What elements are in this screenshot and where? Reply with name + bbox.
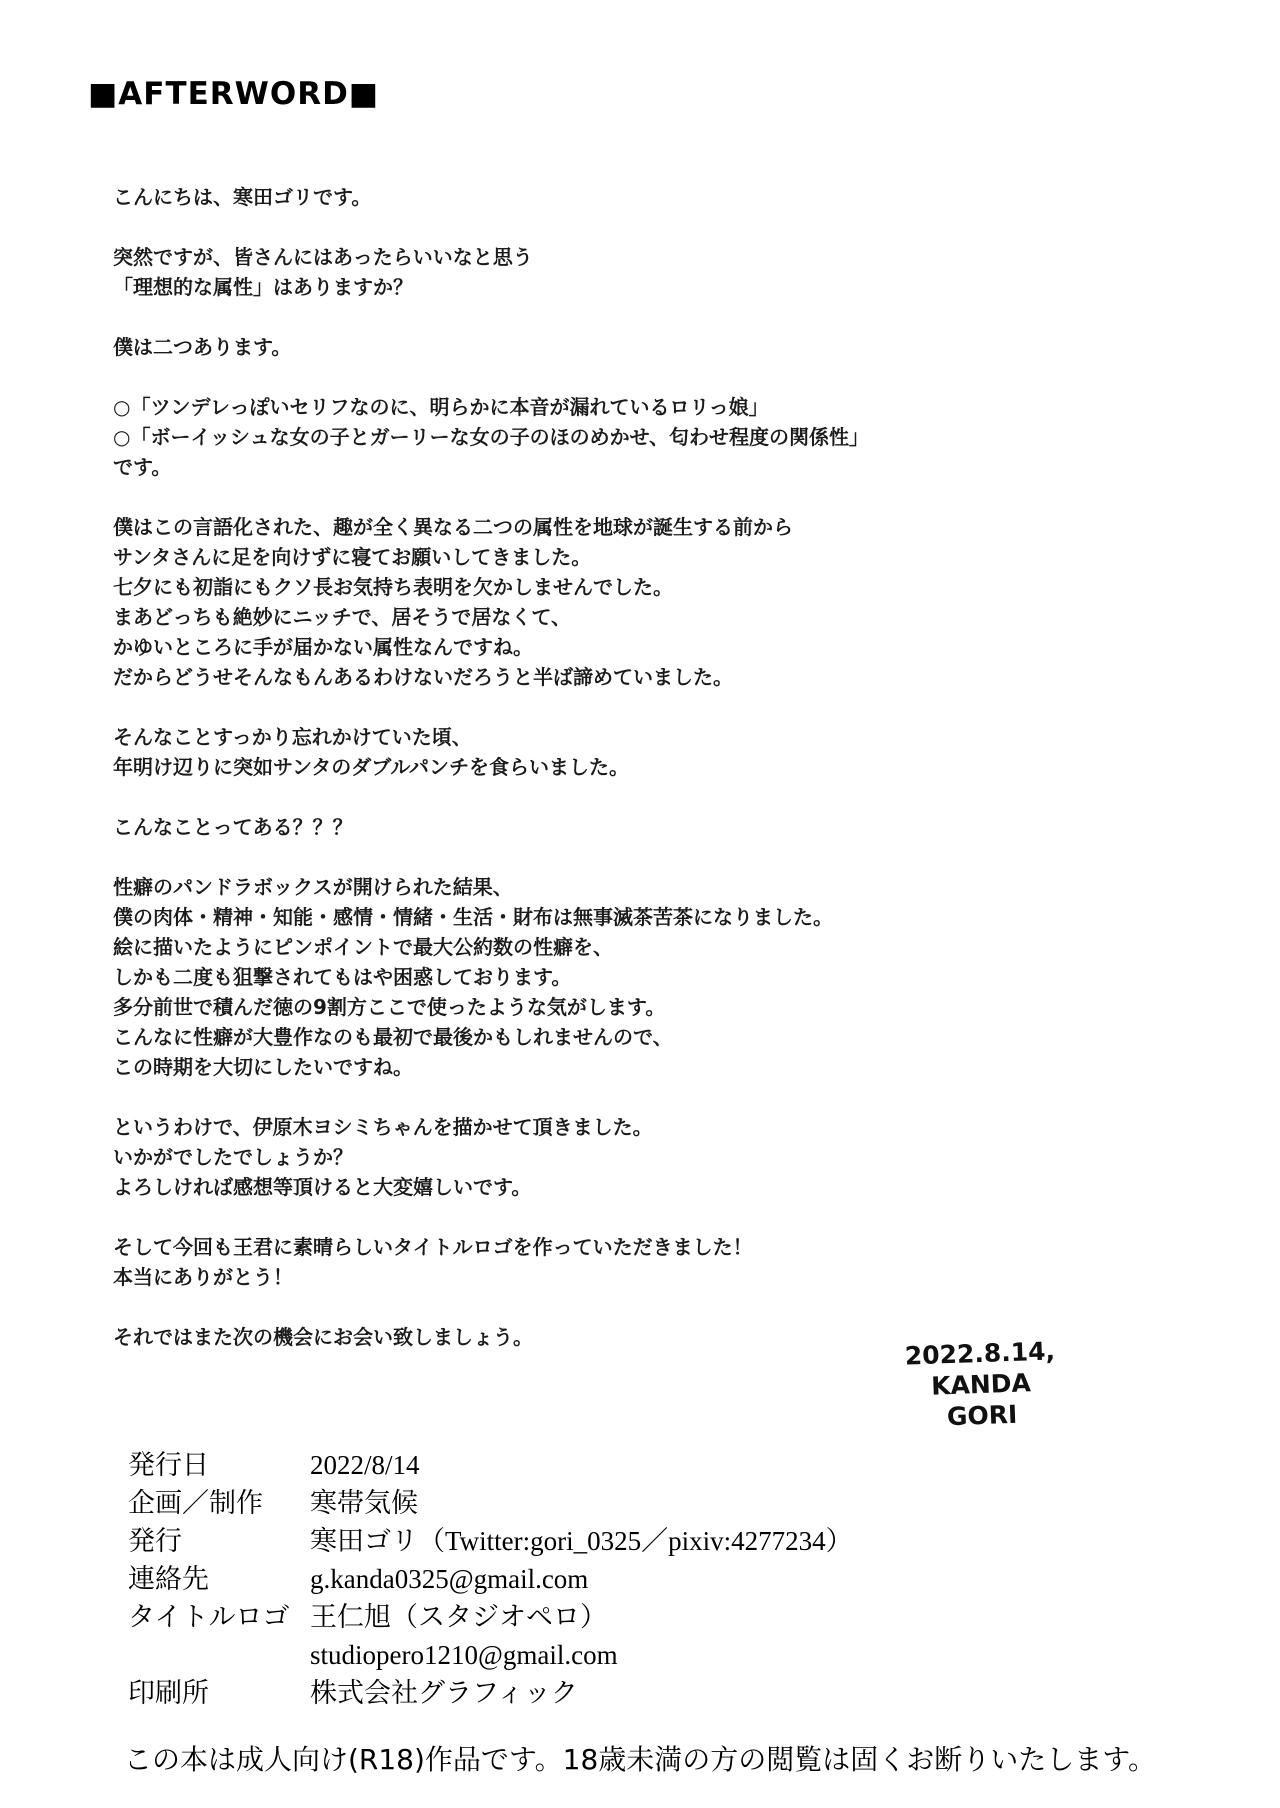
afterword-line: よろしければ感想等頂けると大変嬉しいです。 <box>113 1175 532 1199</box>
afterword-paragraph <box>113 1322 869 1352</box>
colophon-label: 連絡先 <box>128 1564 209 1594</box>
afterword-line: 本当にありがとう！ <box>113 1265 293 1289</box>
afterword-line: かゆいところに手が届かない属性なんですね。 <box>113 635 533 659</box>
colophon-row <box>128 1560 853 1598</box>
colophon-label <box>128 1636 310 1674</box>
colophon-row <box>128 1636 853 1674</box>
afterword-line: いかがでしたでしょうか？ <box>113 1145 353 1169</box>
colophon-row <box>128 1446 853 1484</box>
afterword-line: ○「ツンデレっぽいセリフなのに、明らかに本音が漏れているロリっ娘」 <box>113 395 769 419</box>
afterword-line: 多分前世で積んだ徳の9割方ここで使ったような気がします。 <box>113 995 666 1019</box>
colophon-label: タイトルロゴ <box>128 1602 290 1632</box>
afterword-line: 僕は二つあります。 <box>113 335 292 359</box>
afterword-line: そして今回も王君に素晴らしいタイトルロゴを作っていただきました！ <box>113 1235 753 1259</box>
colophon-label: 発行日 <box>128 1450 209 1480</box>
afterword-line: 年明け辺りに突如サンタのダブルパンチを食らいました。 <box>113 755 629 779</box>
signature-block <box>886 1335 1075 1434</box>
afterword-line: です。 <box>113 455 172 479</box>
afterword-line: サンタさんに足を向けずに寝てお願いしてきました。 <box>113 545 592 569</box>
afterword-line: 僕はこの言語化された、趣が全く異なる二つの属性を地球が誕生する前から <box>113 515 793 539</box>
afterword-line: 突然ですが、皆さんにはあったらいいなと思う <box>113 245 533 269</box>
signature-name-line1: KANDA <box>930 1368 1032 1401</box>
signature-name-line2: GORI <box>946 1399 1018 1432</box>
afterword-line: こんなことってある？？？ <box>113 815 353 839</box>
colophon-label: 企画／制作 <box>128 1488 263 1518</box>
afterword-body <box>113 182 869 1382</box>
colophon-row <box>128 1522 853 1560</box>
colophon-value: 株式会社グラフィック <box>310 1678 578 1708</box>
afterword-paragraph <box>113 1112 869 1202</box>
afterword-line: だからどうせそんなもんあるわけないだろうと半ば諦めていました。 <box>113 665 733 689</box>
age-rating-disclaimer: この本は成人向け(R18)作品です。18歳未満の方の閲覧は固くお断りいたします。 <box>123 1743 1157 1776</box>
colophon <box>128 1446 853 1712</box>
colophon-value: 2022/8/14 <box>310 1450 420 1480</box>
afterword-paragraph <box>113 392 869 482</box>
afterword-line: こんにちは、寒田ゴリです。 <box>113 185 372 209</box>
afterword-line: 絵に描いたようにピンポイントで最大公約数の性癖を、 <box>113 935 613 959</box>
afterword-line: こんなに性癖が大豊作なのも最初で最後かもしれませんので、 <box>113 1025 673 1049</box>
colophon-row <box>128 1598 853 1636</box>
colophon-label: 発行 <box>128 1526 182 1556</box>
signature-date: 2022.8.14, <box>904 1336 1056 1371</box>
afterword-line: 僕の肉体・精神・知能・感情・情緒・生活・財布は無事滅茶苦茶になりました。 <box>113 905 833 929</box>
colophon-value: 寒帯気候 <box>310 1488 418 1518</box>
colophon-row <box>128 1674 853 1712</box>
afterword-line: 「理想的な属性」はありますか？ <box>113 275 413 299</box>
afterword-line: というわけで、伊原木ヨシミちゃんを描かせて頂きました。 <box>113 1115 653 1139</box>
afterword-paragraph <box>113 812 869 842</box>
afterword-paragraph <box>113 872 869 1082</box>
colophon-row <box>128 1484 853 1522</box>
page-title: ■AFTERWORD■ <box>88 76 380 112</box>
colophon-label: 印刷所 <box>128 1678 209 1708</box>
afterword-line: まあどっちも絶妙にニッチで、居そうで居なくて、 <box>113 605 571 629</box>
colophon-value: 寒田ゴリ（Twitter:gori_0325／pixiv:4277234） <box>310 1526 853 1556</box>
afterword-paragraph <box>113 332 869 362</box>
afterword-line: この時期を大切にしたいですね。 <box>113 1055 413 1079</box>
colophon-value: g.kanda0325@gmail.com <box>310 1564 589 1594</box>
afterword-line: それではまた次の機会にお会い致しましょう。 <box>113 1325 533 1349</box>
afterword-line: ○「ボーイッシュな女の子とガーリーな女の子のほのめかせ、匂わせ程度の関係性」 <box>113 425 870 449</box>
afterword-line: 性癖のパンドラボックスが開けられた結果、 <box>113 875 513 899</box>
afterword-paragraph <box>113 512 869 692</box>
afterword-paragraph <box>113 722 869 782</box>
afterword-line: しかも二度も狙撃されてもはや困惑しております。 <box>113 965 572 989</box>
afterword-line: 七夕にも初詣にもクソ長お気持ち表明を欠かしませんでした。 <box>113 575 673 599</box>
afterword-line: そんなことすっかり忘れかけていた頃、 <box>113 725 472 749</box>
colophon-value: 王仁旭（スタジオペロ） <box>310 1602 607 1632</box>
colophon-value: studiopero1210@gmail.com <box>310 1640 618 1670</box>
afterword-paragraph <box>113 242 869 302</box>
afterword-paragraph <box>113 1232 869 1292</box>
afterword-paragraph <box>113 182 869 212</box>
